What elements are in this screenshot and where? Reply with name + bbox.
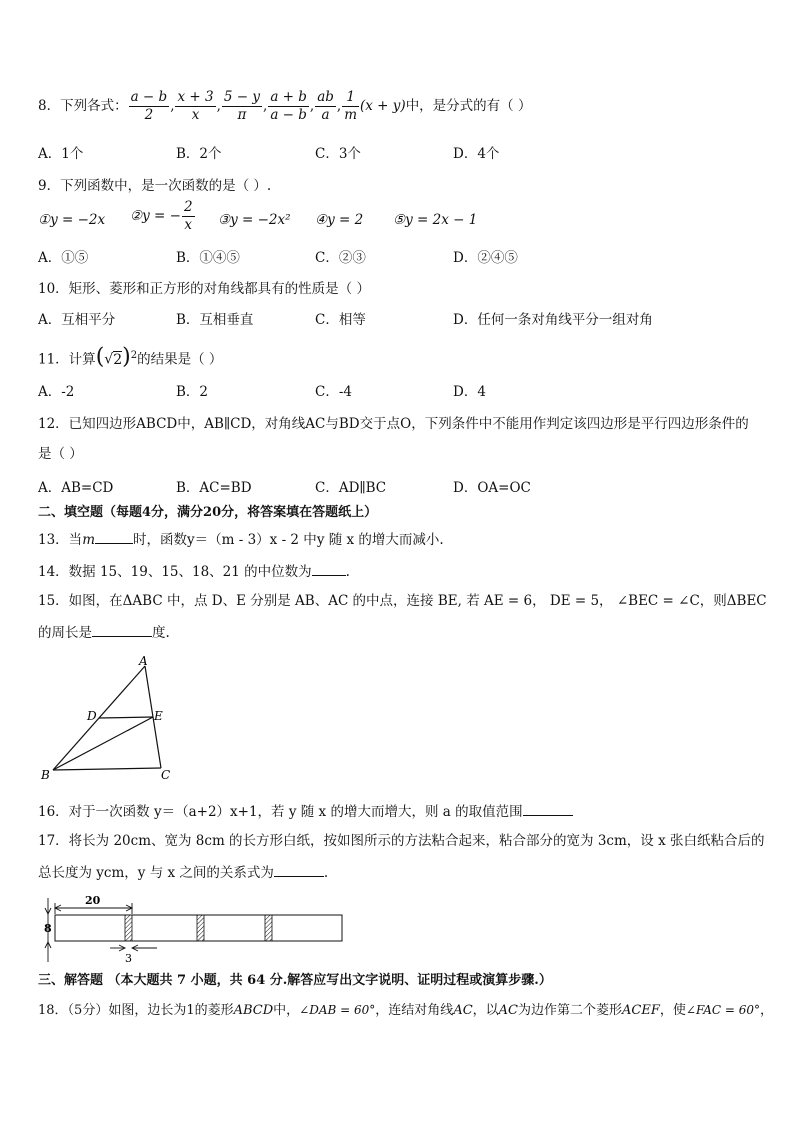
question-8: 8．下列各式： $\frac{a - b}{2}$ , $\frac{x + 3}{x}$ , $\frac{5 - y}{\pi}$ , $\frac{a + b}{a - b}$ , $\frac{ab}{a}$ , $\frac{1}{m}$ (x + y)中，是分式的有（ ） <box>38 89 532 123</box>
q15-answer-blank[interactable] <box>92 622 152 637</box>
q11-option-a: A．-2 <box>38 384 75 400</box>
q8-frac-5: $\frac{ab}{a}$ <box>317 89 334 123</box>
q10-option-a: A．互相平分 <box>38 312 116 328</box>
q8-option-d: D．4个 <box>453 146 500 162</box>
q8-option-a: A．1个 <box>38 146 84 162</box>
q8-option-b: B．2个 <box>176 146 222 162</box>
q13-answer-blank[interactable] <box>95 529 133 544</box>
q9-option-c: C．②③ <box>315 250 366 266</box>
q12-option-d: D．OA=OC <box>453 480 531 496</box>
q8-frac-2: $\frac{x + 3}{x}$ <box>177 89 214 123</box>
fig17-overlap-label: 3 <box>125 952 132 965</box>
q8-frac-4: $\frac{a + b}{a - b}$ <box>270 89 307 123</box>
q8-tail-expr: (x + y) <box>360 98 406 114</box>
q9-option-d: D．②④⑤ <box>453 250 518 266</box>
question-17-line-1: 17．将长为 20cm、宽为 8cm 的长方形白纸，按如图所示的方法粘合起来，粘合部分的宽为 3cm，设 x 张白纸粘合后的 <box>38 833 765 849</box>
question-15-line-2: 的周长是 度. <box>38 622 170 643</box>
q8-option-c: C．3个 <box>315 146 361 162</box>
question-12-line-1: 12．已知四边形ABCD中，AB∥CD，对角线AC与BD交于点O，下列条件中不能用作判定该四边形是平行四边形条件的 <box>38 416 749 432</box>
q9-item-3: ③y = −2x² <box>218 212 291 228</box>
q9-option-b: B．①④⑤ <box>176 250 240 266</box>
q10-option-d: D．任何一条对角线平分一组对角 <box>453 312 653 328</box>
fig15-label-c: C <box>161 768 171 782</box>
question-13: 13．当m 时，函数y＝（m - 3）x - 2 中y 随 x 的增大而减小. <box>38 529 444 550</box>
question-14: 14．数据 15、19、15、18、21 的中位数为 . <box>38 561 350 582</box>
question-9-stem: 9．下列函数中，是一次函数的是（ ）. <box>38 178 272 194</box>
question-10-stem: 10．矩形、菱形和正方形的对角线都具有的性质是（ ） <box>38 281 370 297</box>
fig15-label-b: B <box>41 768 50 782</box>
q8-prefix: 8．下列各式： <box>38 98 128 114</box>
q10-option-b: B．互相垂直 <box>176 312 254 328</box>
question-17-line-2: 总长度为 ycm，y 与 x 之间的关系式为 . <box>38 862 328 883</box>
question-18: 18．（5分）如图，边长为1的菱形ABCD中，∠DAB = 60°，连结对角线AC，以AC为边作第二个菱形ACEF，使∠FAC = 60°， <box>38 1003 774 1018</box>
q9-item-2: ②y = − $\frac{2}{x}$ <box>130 199 193 233</box>
q12-option-c: C．AD∥BC <box>315 480 387 496</box>
question-15-line-1: 15．如图，在ΔABC 中，点 D、E 分别是 AB、AC 的中点，连接 BE, 若 AE = 6， DE = 5， ∠BEC = ∠C，则ΔBEC <box>38 593 767 609</box>
q11-option-c: C．-4 <box>315 384 352 400</box>
fig15-label-a: A <box>139 654 148 668</box>
figure-17-paper-strips <box>36 890 356 965</box>
question-16: 16．对于一次函数 y＝（a+2）x+1，若 y 随 x 的增大而增大，则 a 的取值范围 <box>38 801 573 822</box>
q8-suffix: 中，是分式的有（ ） <box>405 98 532 114</box>
fig17-width-label: 8 <box>44 922 52 935</box>
q9-item-4: ④y = 2 <box>315 212 364 228</box>
q12-option-a: A．AB=CD <box>38 480 114 496</box>
q11-option-d: D．4 <box>453 384 486 400</box>
q10-option-c: C．相等 <box>315 312 366 328</box>
question-12-line-2: 是（ ） <box>38 446 83 462</box>
q11-option-b: B．2 <box>176 384 209 400</box>
q8-frac-3: $\frac{5 - y}{\pi}$ <box>223 89 261 123</box>
q14-answer-blank[interactable] <box>312 561 346 576</box>
q9-option-a: A．①⑤ <box>38 250 89 266</box>
fig15-label-e: E <box>154 709 163 723</box>
q9-item-5: ⑤y = 2x − 1 <box>393 212 478 228</box>
q8-frac-6: $\frac{1}{m}$ <box>344 89 358 123</box>
section-3-heading: 三、解答题 （本大题共 7 小题，共 64 分.解答应写出文字说明、证明过程或演算步骤.） <box>38 973 552 988</box>
q16-answer-blank[interactable] <box>523 801 573 816</box>
q8-frac-1: $\frac{a - b}{2}$ <box>130 89 168 123</box>
q12-option-b: B．AC=BD <box>176 480 252 496</box>
section-2-heading: 二、填空题（每题4分，满分20分，将答案填在答题纸上） <box>38 505 378 520</box>
question-11: 11．计算$(√2)^2$的结果是（ ） <box>38 344 223 370</box>
q17-answer-blank[interactable] <box>274 862 324 877</box>
q9-item-1: ①y = −2x <box>38 212 106 228</box>
figure-15-triangle <box>36 652 176 782</box>
fig17-length-label: 20 <box>85 894 101 907</box>
fig15-label-d: D <box>87 709 97 723</box>
